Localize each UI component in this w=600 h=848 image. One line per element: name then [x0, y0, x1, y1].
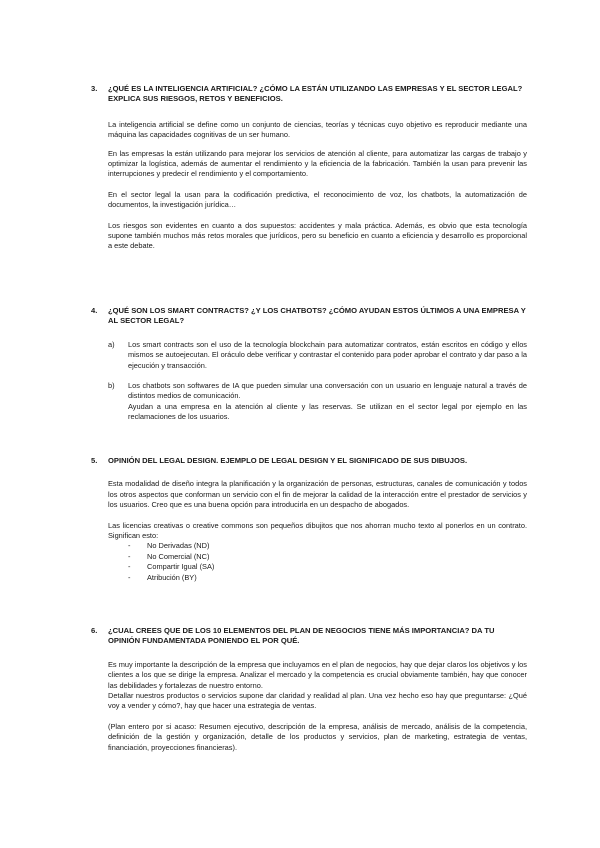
- question-title: OPINIÓN DEL LEGAL DESIGN. EJEMPLO DE LEGAL DESIGN Y EL SIGNIFICADO DE SUS DIBUJOS.: [108, 456, 468, 465]
- dash-bullet: -: [128, 572, 131, 582]
- paragraph: Las licencias creativas o creative commons son pequeños dibujitos que nos ahorran mucho texto al ponerlos en un contrato. Significan esto:: [108, 520, 527, 541]
- sub-item-text: Los smart contracts son el uso de la tecnología blockchain para automatizar contratos, están escritos en código y ellos mismos se autoejecutan. El oráculo debe verificar y contrastar el contenido para poder aprobar el contrato y dar paso a la ejecución y transacción.: [128, 339, 527, 370]
- sub-item-text: Los chatbots son softwares de IA que pueden simular una conversación con un usuario en lenguaje natural a través de distintos medios de comunicación.: [128, 381, 527, 401]
- paragraph: (Plan entero por si acaso: Resumen ejecutivo, descripción de la empresa, análisis de mercado, análisis de la competencia, definición de la gestión y organización, detalle de los productos y servicios, plan de marketing, estrategia de ventas, financiación, proyecciones financieras).: [108, 721, 527, 752]
- list-item-text: No Derivadas (ND): [147, 541, 210, 551]
- paragraph: La inteligencia artificial se define como un conjunto de ciencias, teorías y técnicas cuyo objetivo es reproducir mediante una máquina las capacidades cognitivas de un ser humano.: [108, 119, 527, 140]
- list-item-text: No Comercial (NC): [147, 551, 210, 561]
- sub-item-letter: a): [108, 339, 115, 349]
- paragraph: Detallar nuestros productos o servicios supone dar claridad y realidad al plan. Una vez hecho eso hay que preguntarse: ¿Qué voy a vender y cómo?, hay que hacer una estrategia de ventas.: [108, 691, 527, 711]
- question-title: ¿QUÉ SON LOS SMART CONTRACTS? ¿Y LOS CHATBOTS? ¿CÓMO AYUDAN ESTOS ÚLTIMOS A UNA EMPRESA Y AL SECTOR LEGAL?: [108, 306, 526, 326]
- list-item: [128, 541, 527, 551]
- paragraph: Es muy importante la descripción de la empresa que incluyamos en el plan de negocios, hay que dejar claros los objetivos y los clientes a los que se dirige la empresa. Analizar el mercado y la competencia es crucial obviamente también, hay que conocer las debilidades y fortalezas de nuestro entorno.: [108, 659, 527, 690]
- paragraph: Los riesgos son evidentes en cuanto a dos supuestos: accidentes y mala práctica. Además, es obvio que esta tecnología supone también muchos más retos morales que jurídicos, pero su beneficio en cuanto a eficiencia y desarrollo es proporcional a este debate.: [108, 220, 527, 251]
- section-5: [91, 456, 527, 583]
- sub-item-a: [108, 339, 527, 371]
- section-6: [91, 626, 527, 753]
- question-title: ¿CUAL CREES QUE DE LOS 10 ELEMENTOS DEL PLAN DE NEGOCIOS TIENE MÁS IMPORTANCIA? DA TU OPINIÓN FUNDAMENTADA PONIENDO EL POR QUÉ.: [108, 626, 495, 646]
- question-number: 5.: [91, 456, 98, 465]
- question-heading: [91, 456, 527, 466]
- list-item: [128, 562, 527, 572]
- sub-item-text: Ayudan a una empresa en la atención al cliente y las reservas. Se utilizan en el sector legal por ejemplo en las reclamaciones de los usuarios.: [128, 401, 527, 422]
- paragraph: En el sector legal la usan para la codificación predictiva, el reconocimiento de voz, los chatbots, la automatización de documentos, la investigación jurídica…: [108, 189, 527, 210]
- question-heading: [91, 84, 527, 105]
- question-title: ¿QUÉ ES LA INTELIGENCIA ARTIFICIAL? ¿CÓMO LA ESTÁN UTILIZANDO LAS EMPRESAS Y EL SECTOR LEGAL? EXPLICA SUS RIESGOS, RETOS Y BENEFICIOS.: [108, 84, 523, 104]
- list-item-text: Compartir Igual (SA): [147, 562, 215, 572]
- paragraph: En las empresas la están utilizando para mejorar los servicios de atención al cliente, para automatizar las cargas de trabajo y optimizar la logística, además de aumentar el rendimiento y la eficiencia de la fabricación. También la usan para prevenir las interrupciones y predecir el rendimiento y el comportamiento.: [108, 148, 527, 179]
- question-heading: [91, 306, 527, 327]
- section-3: [91, 84, 527, 252]
- list-item: [128, 573, 527, 583]
- question-number: 3.: [91, 84, 98, 93]
- sub-item-letter: b): [108, 381, 115, 391]
- license-list: [128, 541, 527, 583]
- list-item-text: Atribución (BY): [147, 572, 197, 582]
- list-item: [128, 552, 527, 562]
- dash-bullet: -: [128, 562, 131, 572]
- question-heading: [91, 626, 527, 647]
- question-number: 6.: [91, 626, 98, 635]
- sub-item-b: [108, 381, 527, 423]
- section-4: [91, 306, 527, 423]
- dash-bullet: -: [128, 541, 131, 551]
- question-number: 4.: [91, 306, 98, 315]
- dash-bullet: -: [128, 551, 131, 561]
- paragraph: Esta modalidad de diseño integra la planificación y la organización de personas, estructuras, canales de comunicación y todos los otros aspectos que conforman un servicio con el fin de mejorar la calidad de la interacción entre el prestador de servicios y los usuarios. Creo que es una buena opción para introducirla en un despacho de abogados.: [108, 479, 527, 510]
